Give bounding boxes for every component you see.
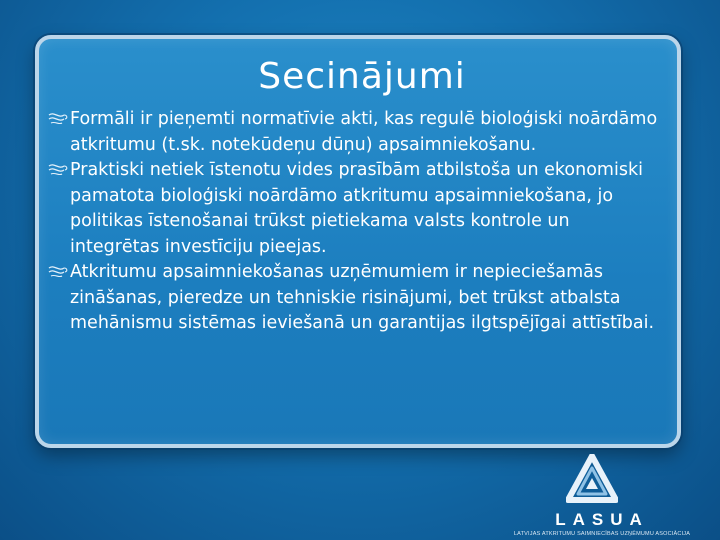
lasua-logo xyxy=(488,454,716,538)
bullet-item xyxy=(47,260,659,337)
bullet-list xyxy=(47,107,659,337)
bullet-text: Formāli ir pieņemti normatīvie akti, kas regulē bioloģiski noārdāmo atkritumu (t.sk. notekūdeņu dūņu) apsaimniekošanu. xyxy=(70,109,658,155)
bullet-text: Praktiski netiek īstenotu vides prasībām atbilstoša un ekonomiski pamatota bioloģiski noārdāmo atkritumu apsaimniekošana, jo politikas īstenošanai trūkst pietiekama valsts kontrole un integrētas investīciju pieejas. xyxy=(70,160,643,257)
content-panel xyxy=(35,35,681,448)
slide-title: Secinājumi xyxy=(258,56,466,97)
logo-wordmark: LASUA xyxy=(555,510,649,529)
bullet-text: Atkritumu apsaimniekošanas uzņēmumiem ir nepieciešamās zināšanas, pieredze un tehniskie risinājumi, bet trūkst atbalsta mehānismu sistēmas ieviešanā un garantijas ilgtspējīgai attīstībai. xyxy=(70,262,655,333)
wind-swirl-bullet-icon xyxy=(47,263,69,279)
logo-caption: LATVIJAS ATKRITUMU SAIMNIECĪBAS UZŅĒMUMU ASOCIĀCIJA xyxy=(513,531,691,537)
bullet-item xyxy=(47,158,659,260)
bullet-item xyxy=(47,107,659,158)
recycling-triangle-icon xyxy=(566,454,618,504)
wind-swirl-bullet-icon xyxy=(47,110,69,126)
wind-swirl-bullet-icon xyxy=(47,161,69,177)
